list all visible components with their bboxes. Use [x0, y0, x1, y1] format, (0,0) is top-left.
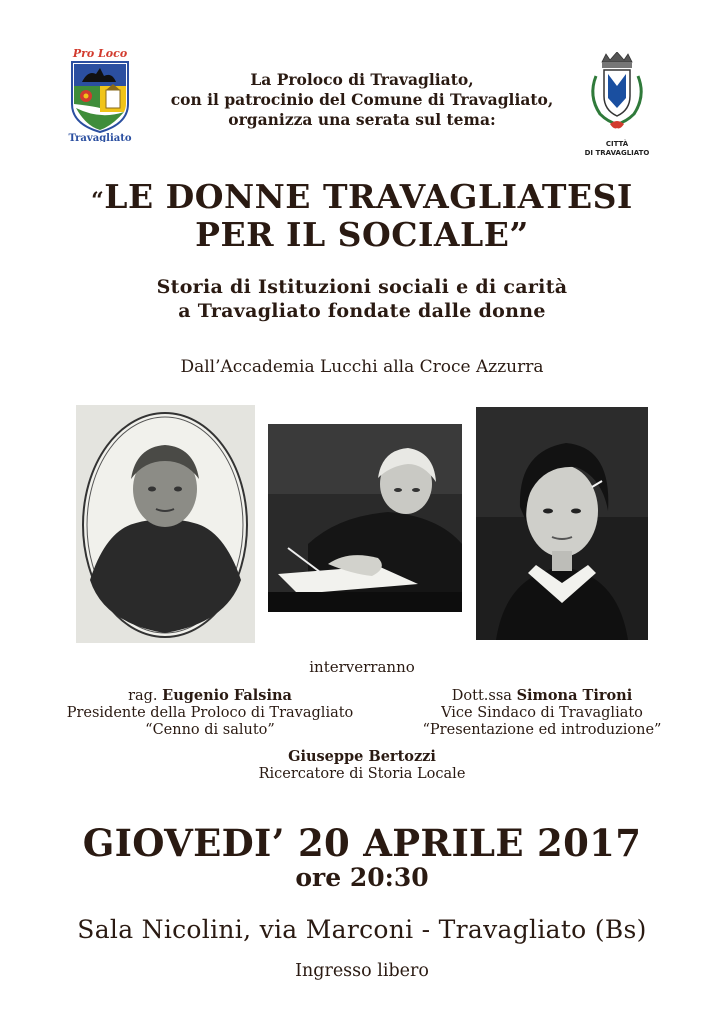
speaker-left-role: Presidente della Proloco di Travagliato: [66, 705, 354, 721]
speaker-right-prefix: Dott.ssa: [451, 688, 517, 704]
speaker-left-topic: “Cenno di saluto”: [145, 722, 275, 738]
speaker-left: [50, 687, 370, 739]
speaker-left-name: Eugenio Falsina: [162, 687, 292, 704]
speaker-center-name-line: [202, 748, 522, 766]
comune-city-label: CITTÀ: [605, 140, 629, 148]
speaker-left-name-line: [50, 687, 370, 705]
portrait-2-image-icon: [268, 424, 462, 612]
intro-line-3: organizza una serata sul tema:: [228, 110, 496, 129]
event-time: ore 20:30: [295, 863, 429, 892]
speaker-right: [382, 687, 702, 739]
title-line-1: [30, 177, 694, 218]
portrait-3-image-icon: [476, 407, 648, 640]
speaker-center: [202, 748, 522, 783]
event-title: [30, 177, 694, 254]
speaker-right-name-line: [382, 687, 702, 705]
event-venue: Sala Nicolini, via Marconi - Travagliato (Bs): [77, 915, 647, 944]
speaker-center-name: Giuseppe Bertozzi: [288, 748, 436, 765]
portrait-1-image-icon: [76, 405, 255, 643]
comune-name-label: DI TRAVAGLIATO: [584, 149, 650, 157]
speaker-left-prefix: rag.: [128, 688, 163, 704]
comune-crest-icon: [582, 52, 652, 162]
proloco-crest-icon: [62, 46, 138, 142]
comune-logo: [582, 52, 652, 162]
title-line-1-text: LE DONNE TRAVAGLIATESI: [104, 177, 633, 216]
title-line-2: PER IL SOCIALE”: [195, 215, 529, 254]
interventions-label: interverranno: [309, 658, 415, 676]
title-open-quote: “: [91, 188, 105, 214]
photo-woman-writing: [268, 424, 462, 612]
speaker-right-topic: “Presentazione ed introduzione”: [422, 722, 662, 738]
intro-text: [150, 70, 574, 130]
event-subtitle: [30, 275, 694, 323]
speaker-center-role: Ricercatore di Storia Locale: [258, 766, 466, 782]
intro-line-2: con il patrocinio del Comune di Travagliato,: [170, 90, 554, 109]
portrait-elderly-woman-oval: [76, 405, 255, 643]
speaker-right-role: Vice Sindaco di Travagliato: [441, 705, 643, 721]
event-tagline: Dall’Accademia Lucchi alla Croce Azzurra: [180, 357, 544, 377]
subtitle-line-2: a Travagliato fondate dalle donne: [178, 300, 546, 322]
proloco-logo: [62, 46, 138, 142]
intro-line-1: La Proloco di Travagliato,: [250, 70, 474, 89]
speaker-right-name: Simona Tironi: [516, 687, 633, 704]
subtitle-line-1: Storia di Istituzioni sociali e di carità: [156, 276, 568, 298]
proloco-top-text: Pro Loco: [72, 47, 128, 60]
event-entry: Ingresso libero: [295, 961, 429, 981]
event-date: GIOVEDI’ 20 APRILE 2017: [82, 821, 642, 865]
portrait-young-woman: [476, 407, 648, 640]
proloco-bottom-text: Travagliato: [68, 133, 132, 142]
